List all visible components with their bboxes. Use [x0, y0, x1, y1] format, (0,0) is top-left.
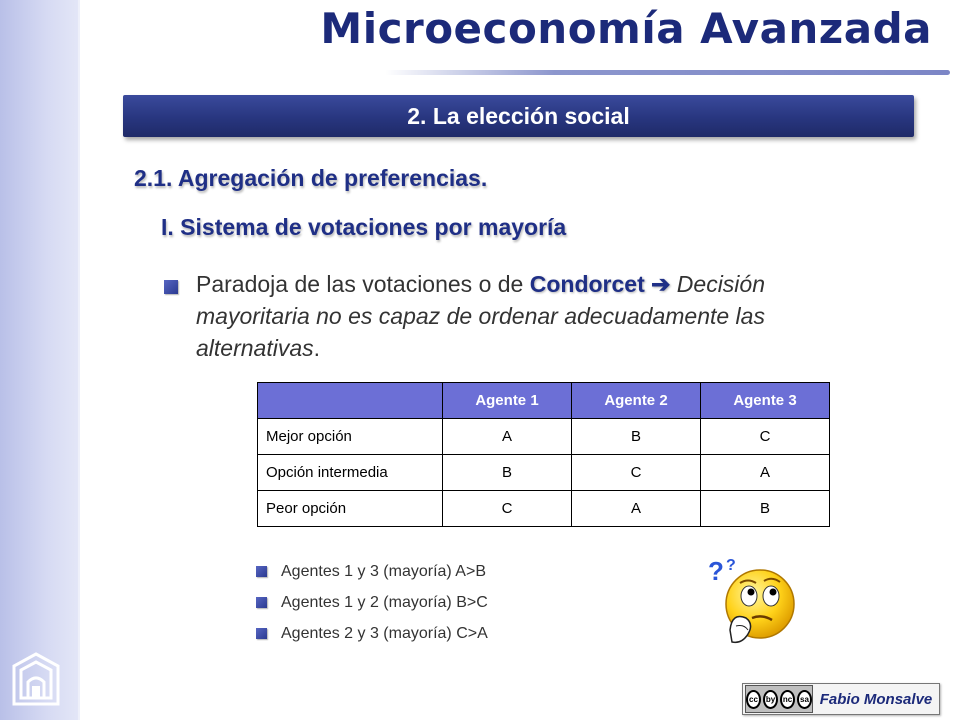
- subsubsection-heading: I. Sistema de votaciones por mayoría: [161, 214, 567, 240]
- section-title: 2. La elección social: [407, 102, 630, 129]
- by-icon: by: [763, 690, 778, 709]
- table-cell: A: [443, 419, 572, 455]
- bullet-icon: [256, 566, 267, 577]
- svg-text:?: ?: [726, 557, 736, 574]
- table-header-row: [258, 383, 830, 419]
- list-item: Agentes 2 y 3 (mayoría) C>A: [281, 625, 488, 642]
- table-header-cell: Agente 1: [443, 383, 572, 419]
- paragraph-lead: Paradoja de las votaciones o de: [196, 271, 530, 297]
- paragraph-italic: Decisión mayoritaria no es capaz de ordenar adecuadamente las alternativas: [196, 271, 766, 361]
- table-cell: Peor opción: [258, 491, 443, 527]
- nc-icon: nc: [780, 690, 795, 709]
- table-cell: B: [443, 455, 572, 491]
- subsection-heading: 2.1. Agregación de preferencias.: [134, 165, 488, 191]
- header-underline: [385, 70, 950, 75]
- arrow-right-icon: ➔: [651, 271, 671, 297]
- table-header-cell: Agente 3: [701, 383, 830, 419]
- author-name: Fabio Monsalve: [819, 690, 933, 708]
- table-cell: B: [572, 419, 701, 455]
- list-item: Agentes 1 y 2 (mayoría) B>C: [281, 594, 488, 611]
- paragraph-end: .: [313, 335, 321, 361]
- table-row: [258, 419, 830, 455]
- bullet-icon: [256, 597, 267, 608]
- sidebar-band: [0, 0, 78, 720]
- table-cell: C: [443, 491, 572, 527]
- paradox-paragraph: [196, 268, 876, 364]
- table-row: [258, 491, 830, 527]
- table-row: [258, 455, 830, 491]
- license-badge[interactable]: [742, 683, 940, 715]
- creative-commons-icon: [745, 685, 813, 713]
- svg-text:?: ?: [708, 556, 724, 586]
- table-cell: B: [701, 491, 830, 527]
- table-cell: Opción intermedia: [258, 455, 443, 491]
- table-cell: Mejor opción: [258, 419, 443, 455]
- table-cell: C: [701, 419, 830, 455]
- course-title: Microeconomía Avanzada: [320, 4, 932, 53]
- bullet-icon: [256, 628, 267, 639]
- table-cell: A: [701, 455, 830, 491]
- table-header-cell: Agente 2: [572, 383, 701, 419]
- preferences-table: [257, 382, 830, 527]
- university-building-logo: [8, 650, 64, 710]
- list-item: Agentes 1 y 3 (mayoría) A>B: [281, 563, 486, 580]
- table-header-cell: [258, 383, 443, 419]
- sa-icon: sa: [797, 690, 812, 709]
- thinking-face-icon: [702, 552, 798, 652]
- bullet-icon: [164, 280, 178, 294]
- table-cell: A: [572, 491, 701, 527]
- cc-icon: cc: [746, 690, 761, 709]
- table-cell: C: [572, 455, 701, 491]
- sidebar-divider: [78, 0, 80, 720]
- section-title-bar: [123, 95, 914, 137]
- condorcet-emphasis: Condorcet: [529, 271, 645, 297]
